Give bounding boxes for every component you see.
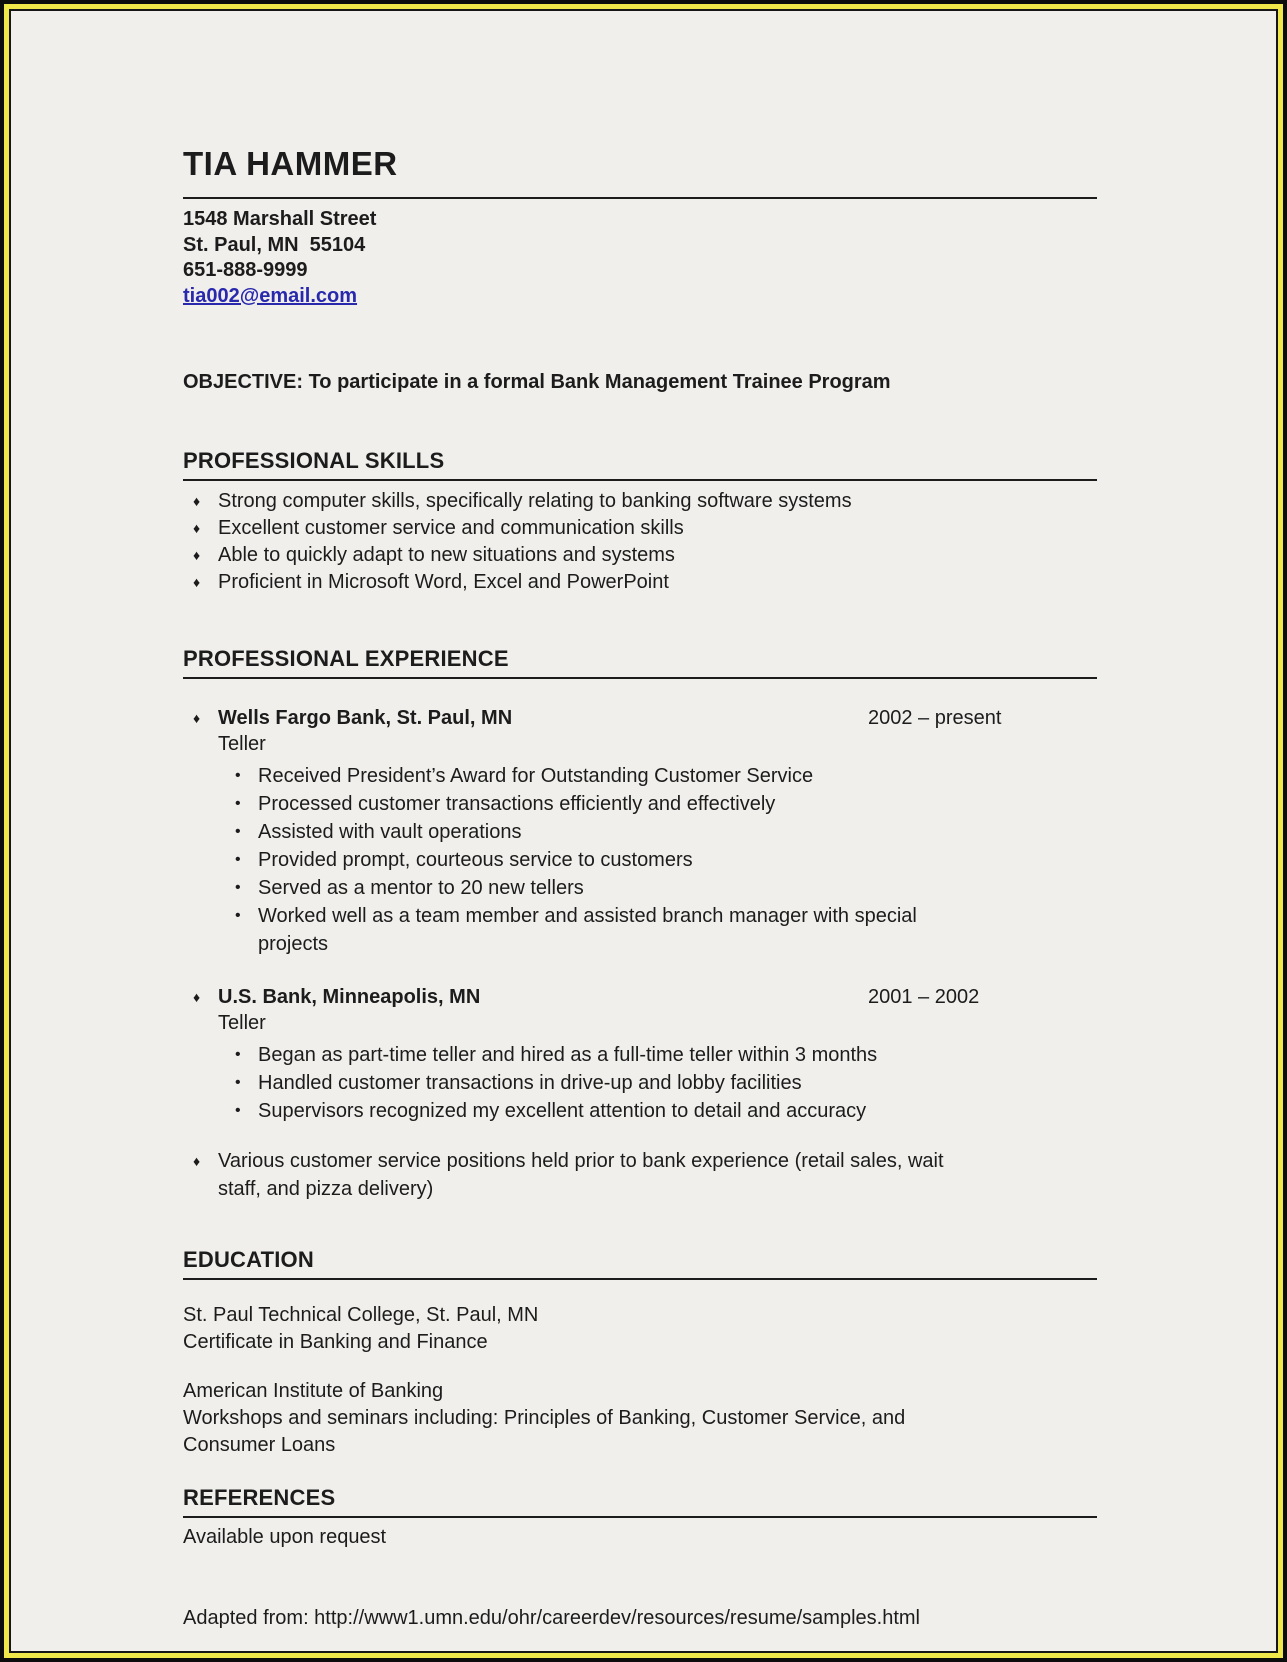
dot-bullet-icon: •	[235, 1074, 241, 1091]
skills-heading: PROFESSIONAL SKILLS	[183, 448, 445, 473]
education-line: Workshops and seminars including: Principles of Banking, Customer Service, and Consumer Loans	[183, 1407, 906, 1456]
source-credit: Adapted from: http://www1.umn.edu/ohr/careerdev/resources/resume/samples.html	[183, 1607, 920, 1629]
diamond-bullet-icon: ♦	[193, 520, 201, 536]
job-bullet	[183, 874, 1097, 902]
employment-dates: 2001 – 2002	[868, 986, 980, 1008]
job-title: Teller	[218, 1012, 266, 1034]
job-bullet	[183, 902, 1097, 958]
address-line-1: 1548 Marshall Street	[183, 208, 377, 230]
diamond-bullet-icon: ♦	[193, 989, 201, 1005]
job-bullet-text: Began as part-time teller and hired as a full-time teller within 3 months	[258, 1044, 878, 1066]
education-line: American Institute of Banking	[183, 1380, 444, 1402]
address-line-2: St. Paul, MN 55104	[183, 233, 366, 256]
education-entries	[183, 1302, 1097, 1459]
references-text: Available upon request	[183, 1526, 387, 1548]
contact-block	[183, 207, 1097, 309]
dot-bullet-icon: •	[235, 823, 241, 840]
dot-bullet-icon: •	[235, 1046, 241, 1063]
education-heading: EDUCATION	[183, 1247, 314, 1272]
education-entry-lines	[183, 1302, 1097, 1356]
job-title: Teller	[218, 733, 266, 755]
education-line: St. Paul Technical College, St. Paul, MN	[183, 1304, 539, 1326]
job-header-row	[183, 705, 1097, 731]
skill-item	[183, 542, 1097, 569]
skill-text: Excellent customer service and communication skills	[218, 517, 684, 539]
job-entry	[183, 705, 1097, 958]
education-entry	[183, 1302, 1097, 1356]
diamond-bullet-icon: ♦	[193, 574, 201, 590]
job-bullet	[183, 1041, 1097, 1069]
skill-text: Proficient in Microsoft Word, Excel and PowerPoint	[218, 571, 669, 593]
job-bullet-list	[183, 1041, 1097, 1125]
job-entry	[183, 984, 1097, 1125]
diamond-bullet-icon: ♦	[193, 547, 201, 563]
job-bullet	[183, 1097, 1097, 1125]
job-bullet-text: Assisted with vault operations	[258, 821, 522, 843]
candidate-name: TIA HAMMER	[183, 145, 398, 182]
experience-heading: PROFESSIONAL EXPERIENCE	[183, 646, 509, 671]
job-bullet-text: Served as a mentor to 20 new tellers	[258, 877, 584, 899]
skill-text: Able to quickly adapt to new situations and systems	[218, 544, 675, 566]
section-professional-skills	[183, 448, 1097, 596]
references-heading: REFERENCES	[183, 1485, 336, 1510]
diamond-bullet-icon: ♦	[193, 1153, 201, 1169]
section-divider	[183, 1278, 1097, 1280]
dot-bullet-icon: •	[235, 1102, 241, 1119]
skill-item	[183, 515, 1097, 542]
additional-experience-text: Various customer service positions held prior to bank experience (retail sales, wait staff, and pizza delivery)	[218, 1150, 944, 1200]
job-header-row	[183, 984, 1097, 1010]
employer-name: U.S. Bank, Minneapolis, MN	[218, 986, 481, 1008]
education-line: Certificate in Banking and Finance	[183, 1331, 488, 1353]
job-bullet	[183, 762, 1097, 790]
section-divider	[183, 677, 1097, 679]
section-references	[183, 1485, 1097, 1551]
job-bullet-list	[183, 762, 1097, 958]
job-bullet	[183, 818, 1097, 846]
job-bullet	[183, 846, 1097, 874]
job-bullet-text: Handled customer transactions in drive-up and lobby facilities	[258, 1072, 802, 1094]
phone-number: 651-888-9999	[183, 259, 308, 281]
skill-item	[183, 569, 1097, 596]
dot-bullet-icon: •	[235, 767, 241, 784]
skills-list	[183, 488, 1097, 596]
additional-experience-item	[183, 1147, 1097, 1203]
employment-dates: 2002 – present	[868, 707, 1002, 729]
dot-bullet-icon: •	[235, 795, 241, 812]
email-link[interactable]: tia002@email.com	[183, 284, 358, 307]
job-bullet-text: Provided prompt, courteous service to customers	[258, 849, 693, 871]
email-row	[183, 284, 1097, 310]
job-bullet-text: Supervisors recognized my excellent attention to detail and accuracy	[258, 1100, 867, 1122]
job-bullet	[183, 790, 1097, 818]
dot-bullet-icon: •	[235, 907, 241, 924]
job-bullet-text: Processed customer transactions efficiently and effectively	[258, 793, 776, 815]
education-entry-lines	[183, 1378, 1097, 1459]
dot-bullet-icon: •	[235, 851, 241, 868]
dot-bullet-icon: •	[235, 879, 241, 896]
education-entry	[183, 1378, 1097, 1459]
section-divider	[183, 479, 1097, 481]
section-education	[183, 1247, 1097, 1459]
skill-text: Strong computer skills, specifically relating to banking software systems	[218, 490, 852, 512]
objective-line: OBJECTIVE: To participate in a formal Bank Management Trainee Program	[183, 371, 891, 393]
resume-header	[183, 145, 1097, 309]
job-bullet-text: Worked well as a team member and assisted branch manager with special projects	[258, 905, 917, 955]
section-professional-experience	[183, 646, 1097, 1203]
job-list	[183, 705, 1097, 1125]
section-divider	[183, 1516, 1097, 1518]
diamond-bullet-icon: ♦	[193, 493, 201, 509]
header-divider	[183, 197, 1097, 199]
job-bullet	[183, 1069, 1097, 1097]
resume-sheet	[9, 9, 1278, 1653]
employer-name: Wells Fargo Bank, St. Paul, MN	[218, 707, 513, 729]
skill-item	[183, 488, 1097, 515]
diamond-bullet-icon: ♦	[193, 710, 201, 726]
job-bullet-text: Received President’s Award for Outstanding Customer Service	[258, 765, 814, 787]
